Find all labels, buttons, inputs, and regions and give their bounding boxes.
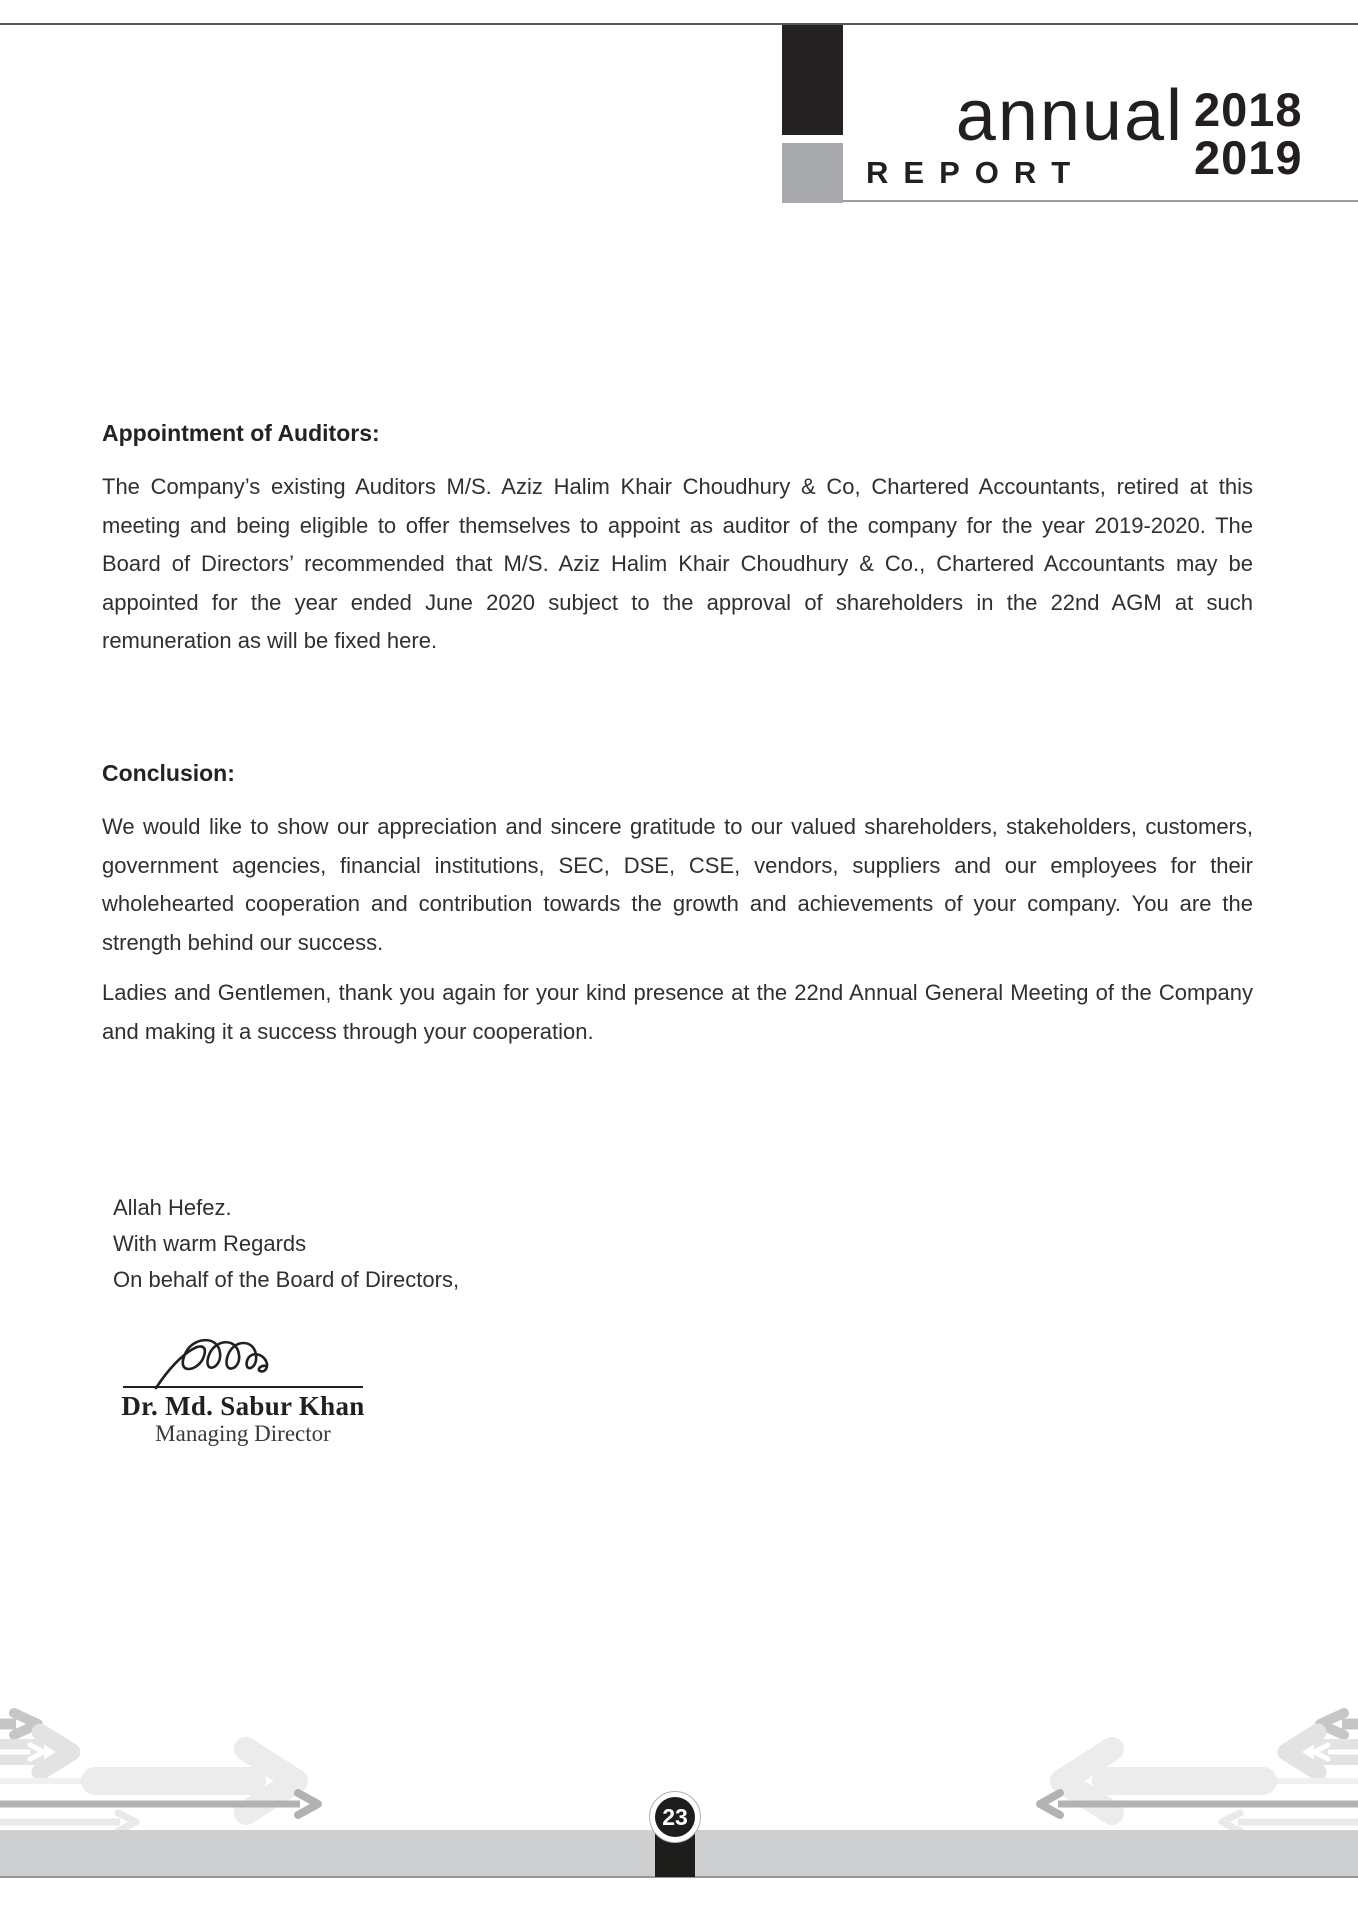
- section-heading: Conclusion:: [102, 760, 235, 786]
- brand-gray-square: [782, 143, 843, 203]
- section-appointment-of-auditors: [102, 420, 1253, 673]
- paragraph: Ladies and Gentlemen, thank you again for your kind presence at the 22nd Annual General Meeting of the Company and making it a success through your cooperation.: [102, 980, 1253, 1044]
- top-border-line: [0, 23, 1358, 25]
- brand-years: [1194, 83, 1303, 184]
- page-number: 23: [655, 1797, 695, 1837]
- brand-black-square: [782, 25, 843, 135]
- signature-block: [118, 1334, 368, 1447]
- signatory-title: Managing Director: [155, 1421, 331, 1446]
- signoff-line: With warm Regards: [113, 1231, 307, 1256]
- brand-year-bottom: 2019: [1194, 131, 1303, 184]
- section-conclusion: [102, 760, 1253, 1063]
- footer-arrows-left-icon: [0, 1688, 400, 1833]
- brand-report-word: REPORT: [866, 155, 1086, 190]
- brand-underline: [843, 200, 1358, 202]
- signoff-line: Allah Hefez.: [113, 1195, 232, 1220]
- page-number-badge: [649, 1791, 701, 1843]
- signatory-name: Dr. Md. Sabur Khan: [121, 1391, 365, 1421]
- brand-annual-word: annual: [955, 76, 1184, 156]
- footer-arrows-right-icon: [958, 1688, 1358, 1833]
- brand-year-top: 2018: [1194, 83, 1303, 136]
- paragraph: The Company’s existing Auditors M/S. Aziz Halim Khair Choudhury & Co, Chartered Accountants, retired at this meeting and being eligible to offer themselves to appoint as auditor of the company for the year 2019-2020. The Board of Directors’ recommended that M/S. Aziz Halim Khair Choudhury & Co., Chartered Accountants may be appointed for the year ended June 2020 subject to the approval of shareholders in the 22nd AGM at such remuneration as will be fixed here.: [102, 474, 1253, 653]
- section-heading: Appointment of Auditors:: [102, 420, 380, 446]
- signature-line: [123, 1386, 363, 1388]
- signature-scribble-icon: [148, 1334, 338, 1392]
- paragraph: We would like to show our appreciation and sincere gratitude to our valued shareholders, stakeholders, customers, government agencies, financial institutions, SEC, DSE, CSE, vendors, suppliers and our employees for their wholehearted cooperation and contribution towards the growth and achievements of your company. You are the strength behind our success.: [102, 814, 1253, 955]
- signoff-block: [113, 1190, 459, 1298]
- signoff-line: On behalf of the Board of Directors,: [113, 1267, 460, 1292]
